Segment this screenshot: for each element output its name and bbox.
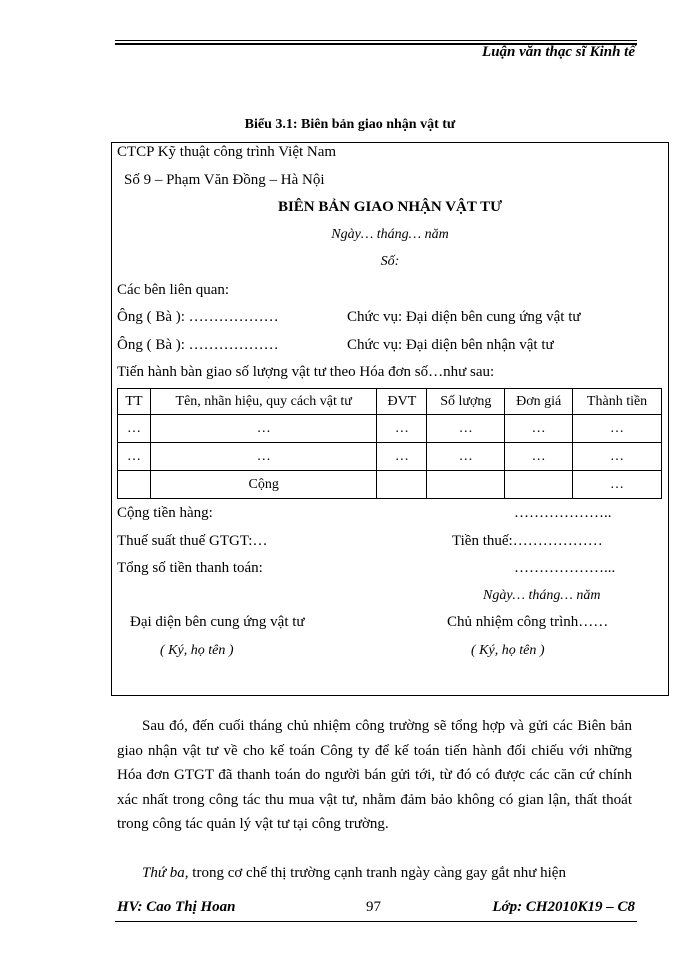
table-cell: … <box>573 443 662 471</box>
column-header: Thành tiền <box>573 389 662 415</box>
table-cell <box>118 471 151 499</box>
column-header: Số lượng <box>427 389 505 415</box>
table-cell: … <box>505 415 573 443</box>
table-row <box>118 443 662 471</box>
grand-total-label: Tổng số tiền thanh toán: <box>117 560 263 576</box>
parties-label: Các bên liên quan: <box>117 282 230 298</box>
table-cell: … <box>505 443 573 471</box>
table-cell: … <box>573 471 662 499</box>
total-goods-label: Cộng tiền hàng: <box>117 505 213 521</box>
table-cell: … <box>150 415 376 443</box>
signer-right-title: Chủ nhiệm công trình…… <box>447 614 609 630</box>
body-paragraph-1 <box>117 714 632 837</box>
form-title: BIÊN BẢN GIAO NHẬN VẬT TƯ <box>277 199 503 215</box>
table-cell: … <box>118 415 151 443</box>
column-header: Đơn giá <box>505 389 573 415</box>
form-number-line: Số: <box>380 254 400 269</box>
party1-name: Ông ( Bà ): ……………… <box>117 309 279 325</box>
column-header: TT <box>118 389 151 415</box>
total-goods-value: ……………….. <box>514 505 612 521</box>
table-cell: … <box>427 443 505 471</box>
header-rule-thin <box>115 40 637 41</box>
column-header: Tên, nhãn hiệu, quy cách vật tư <box>150 389 376 415</box>
table-cell: … <box>150 443 376 471</box>
signer-left-title: Đại diện bên cung ứng vật tư <box>130 614 305 630</box>
signature-date: Ngày… tháng… năm <box>483 588 601 603</box>
vat-amount-label: Tiền thuế:……………… <box>452 533 603 549</box>
table-cell: … <box>118 443 151 471</box>
footer-student: HV: Cao Thị Hoan <box>117 899 236 915</box>
handover-intro: Tiến hành bàn giao số lượng vật tư theo Hóa đơn số…như sau: <box>117 364 495 380</box>
footer-class: Lớp: CH2010K19 – C8 <box>492 899 635 915</box>
signer-left-note: ( Ký, họ tên ) <box>160 643 234 658</box>
table-cell: … <box>377 443 427 471</box>
column-header: ĐVT <box>377 389 427 415</box>
company-name: CTCP Kỹ thuật công trình Việt Nam <box>117 144 337 160</box>
table-total-row <box>118 471 662 499</box>
table-cell <box>377 471 427 499</box>
table-cell <box>427 471 505 499</box>
signer-right-note: ( Ký, họ tên ) <box>471 643 545 658</box>
table-cell <box>505 471 573 499</box>
table-cell: … <box>377 415 427 443</box>
paragraph-lead: Thứ ba, <box>142 865 189 881</box>
body-paragraph-2 <box>117 861 632 886</box>
footer-rule <box>115 921 637 922</box>
table-header-row <box>118 389 662 415</box>
figure-caption: Biểu 3.1: Biên bản giao nhận vật tư <box>244 117 456 132</box>
table-cell: Cộng <box>150 471 376 499</box>
page-number: 97 <box>366 899 381 915</box>
party2-role: Chức vụ: Đại diện bên nhận vật tư <box>347 337 554 353</box>
table-row <box>118 415 662 443</box>
grand-total-value: ………………... <box>514 560 616 576</box>
form-date-line: Ngày… tháng… năm <box>331 227 449 242</box>
vat-rate-label: Thuế suất thuế GTGT:… <box>117 533 268 549</box>
table-cell: … <box>427 415 505 443</box>
paragraph-text: Sau đó, đến cuối tháng chủ nhiệm công trường sẽ tổng hợp và gửi các Biên bản giao nhận vật tư về cho kế toán Công ty để kế toán tiến hành đối chiếu với những Hóa đơn GTGT đã thanh toán do người bán gửi tới, từ đó có được các căn cứ chính xác nhất trong công tác thu mua vật tư, nhằm đảm bảo không có gian lận, thất thoát trong công tác quản lý vật tư tại công trường. <box>117 718 632 832</box>
company-address: Số 9 – Phạm Văn Đồng – Hà Nội <box>124 172 325 188</box>
party1-role: Chức vụ: Đại diện bên cung ứng vật tư <box>347 309 581 325</box>
paragraph-text: trong cơ chế thị trường cạnh tranh ngày càng gay gắt như hiện <box>188 865 566 881</box>
header-title: Luận văn thạc sĩ Kinh tế <box>482 44 635 60</box>
table-cell: … <box>573 415 662 443</box>
party2-name: Ông ( Bà ): ……………… <box>117 337 279 353</box>
items-table <box>117 388 662 499</box>
